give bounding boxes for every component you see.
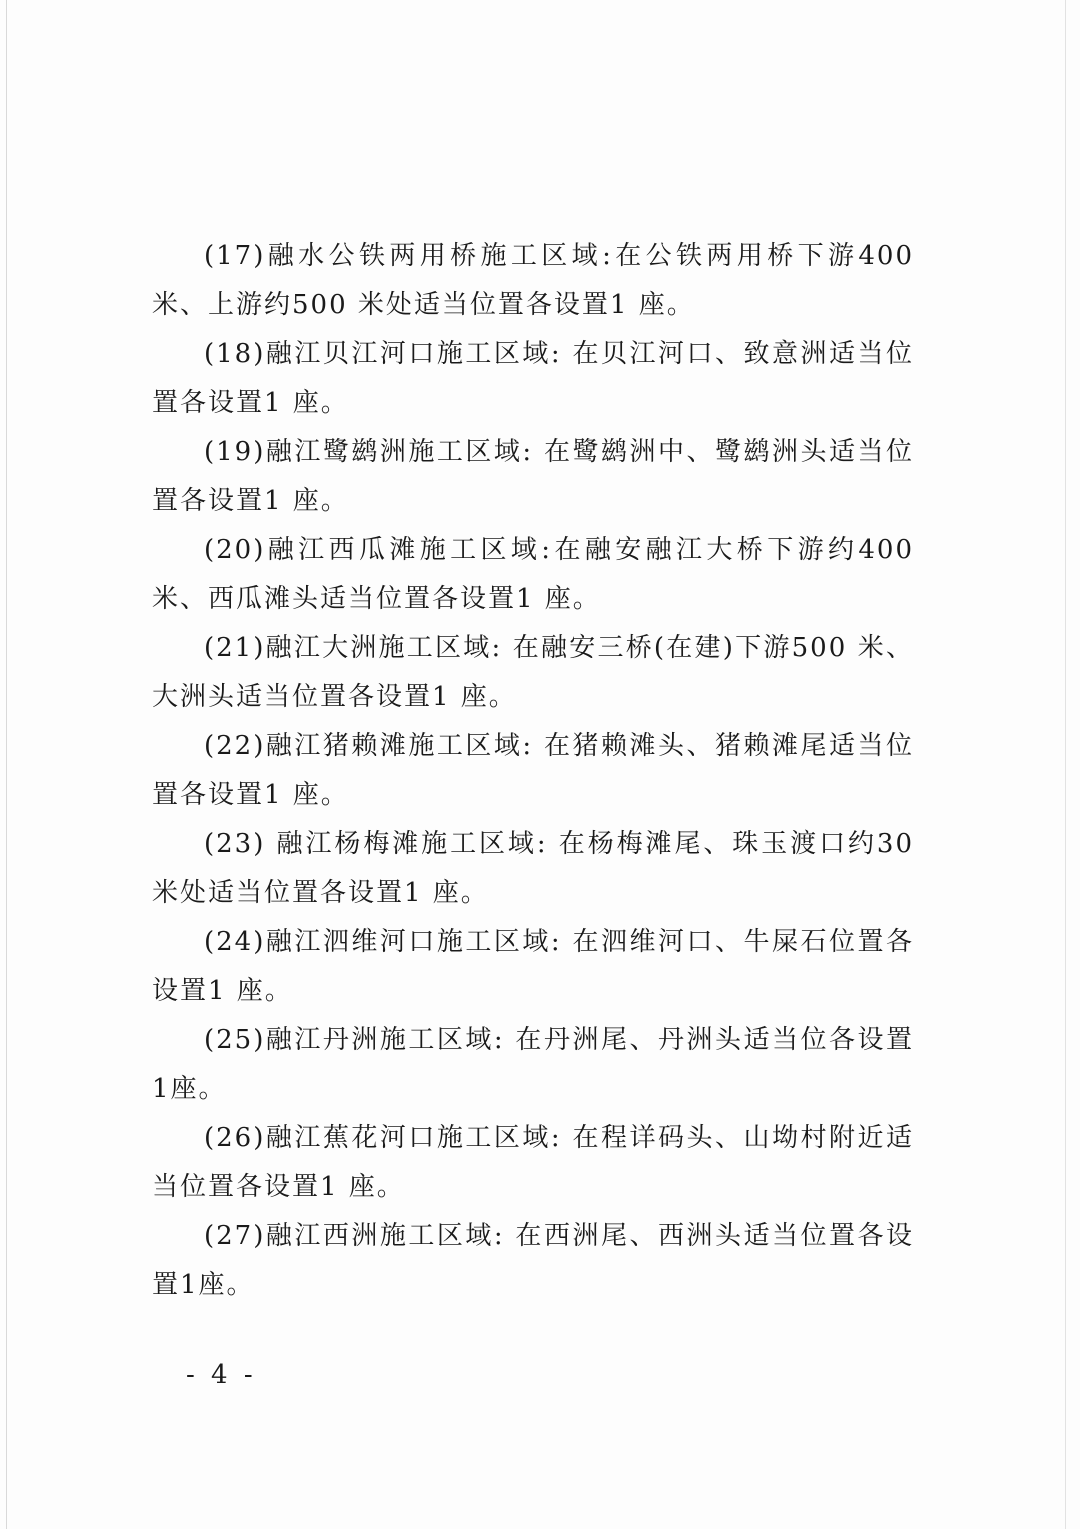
paragraph-26: (26)融江蕉花河口施工区域: 在程详码头、山坳村附近适当位置各设置1 座。 — [152, 1123, 914, 1202]
paragraph-24: (24)融江泗维河口施工区域: 在泗维河口、牛屎石位置各设置1 座。 — [152, 927, 914, 1006]
paragraph-27: (27)融江西洲施工区域: 在西洲尾、西洲头适当位置各设置1座。 — [152, 1221, 914, 1300]
document-body — [152, 232, 914, 1310]
paragraph-20: (20)融江西瓜滩施工区域:在融安融江大桥下游约400 米、西瓜滩头适当位置各设置1 座。 — [152, 535, 914, 614]
paragraph-19: (19)融江鹭鹚洲施工区域: 在鹭鹚洲中、鹭鹚洲头适当位置各设置1 座。 — [152, 437, 914, 516]
paragraph-22: (22)融江猪赖滩施工区域: 在猪赖滩头、猪赖滩尾适当位置各设置1 座。 — [152, 731, 914, 810]
page-number: - 4 - — [186, 1360, 257, 1390]
scan-edge-left — [6, 0, 7, 1529]
paragraph-23: (23) 融江杨梅滩施工区域: 在杨梅滩尾、珠玉渡口约30 米处适当位置各设置1 座。 — [152, 829, 914, 908]
paragraph-18: (18)融江贝江河口施工区域: 在贝江河口、致意洲适当位置各设置1 座。 — [152, 339, 914, 418]
paragraph-25: (25)融江丹洲施工区域: 在丹洲尾、丹洲头适当位各设置1座。 — [152, 1025, 914, 1104]
scan-edge-right — [1065, 0, 1066, 1529]
paragraph-17: (17)融水公铁两用桥施工区域:在公铁两用桥下游400 米、上游约500 米处适当位置各设置1 座。 — [152, 241, 914, 320]
paragraph-21: (21)融江大洲施工区域: 在融安三桥(在建)下游500 米、大洲头适当位置各设置1 座。 — [152, 633, 914, 712]
